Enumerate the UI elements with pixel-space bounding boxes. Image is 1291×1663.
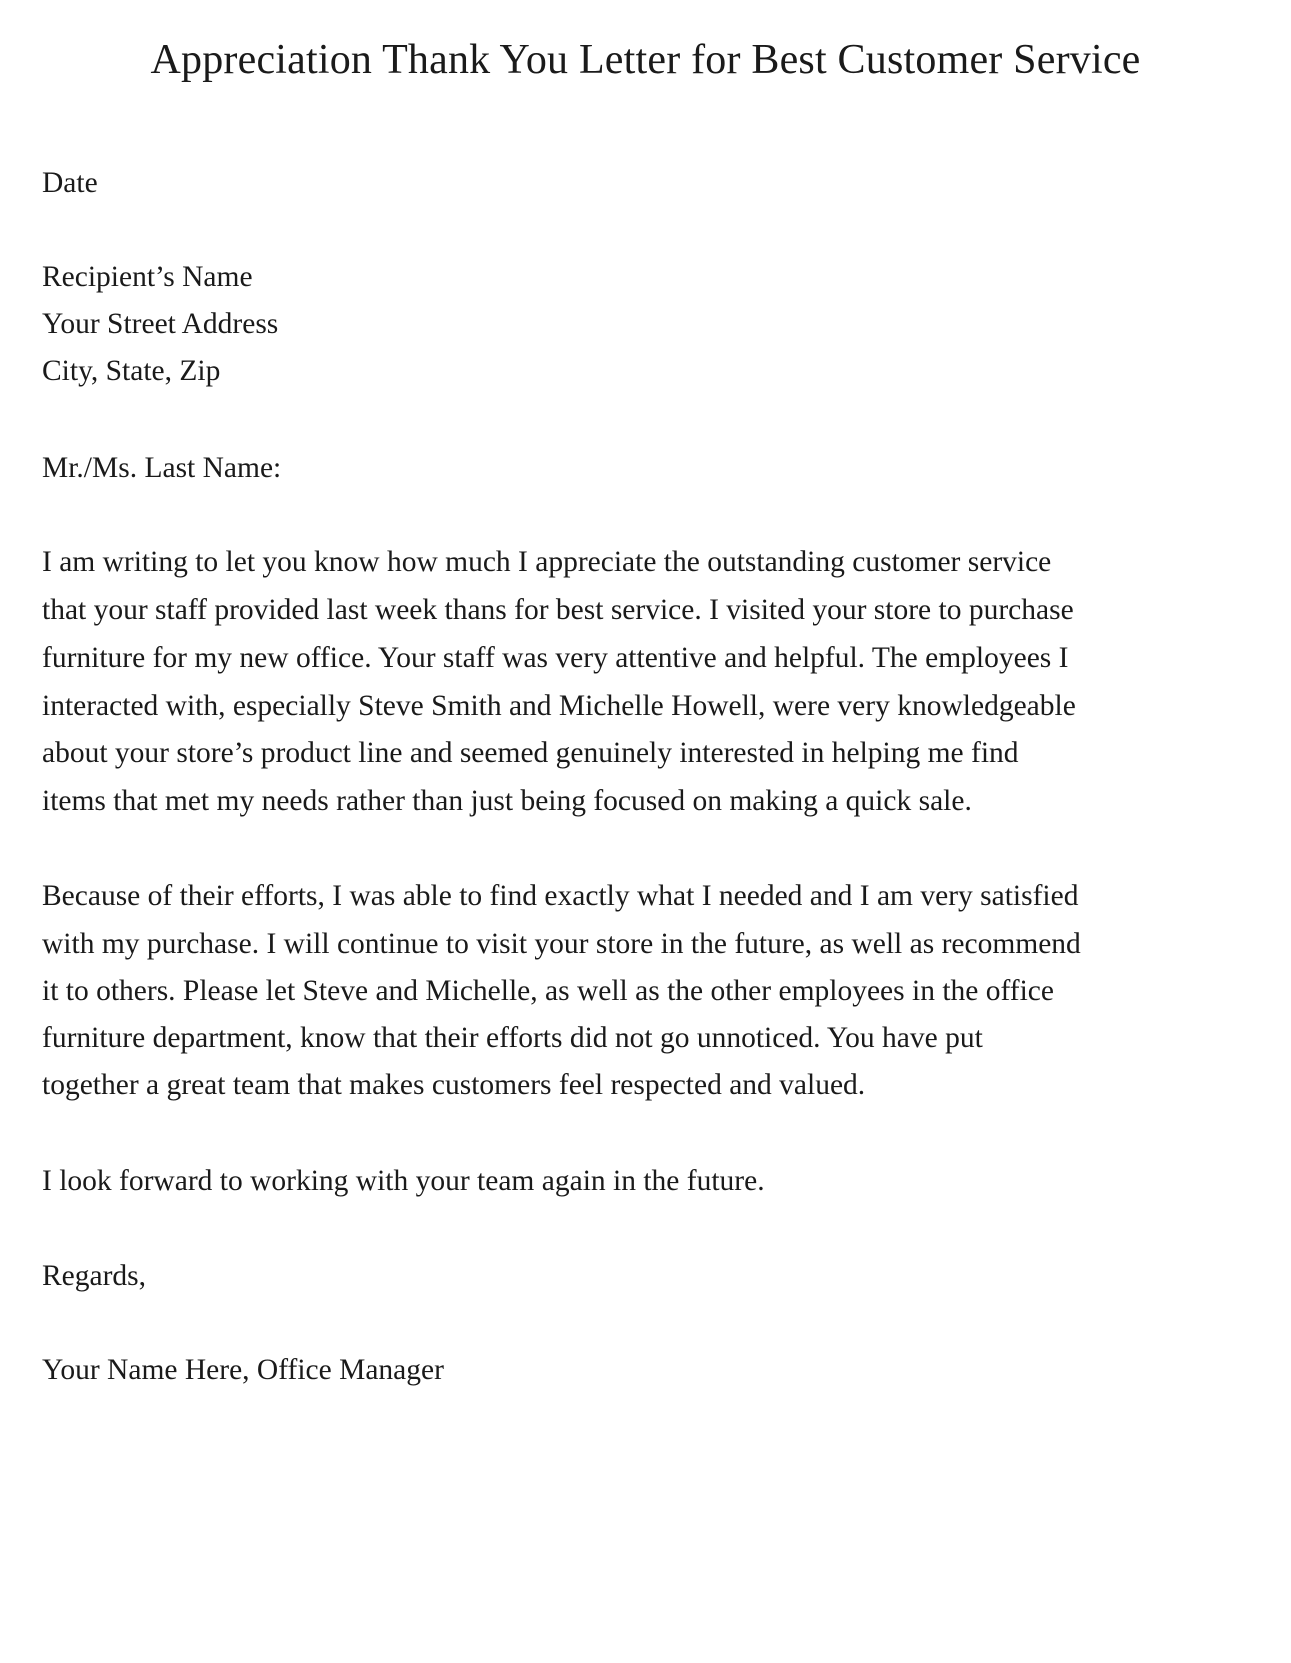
salutation: Mr./Ms. Last Name: bbox=[42, 452, 282, 484]
paragraph1-line: that your staff provided last week thans for best service. I visited your store to purchase bbox=[42, 594, 1074, 626]
paragraph1-line: I am writing to let you know how much I appreciate the outstanding customer service bbox=[42, 546, 1052, 578]
paragraph2-line: it to others. Please let Steve and Michelle, as well as the other employees in the office bbox=[42, 975, 1054, 1007]
signature: Your Name Here, Office Manager bbox=[42, 1354, 444, 1386]
closing-line: I look forward to working with your team again in the future. bbox=[42, 1165, 765, 1197]
recipient-city-state-zip: City, State, Zip bbox=[42, 355, 221, 387]
recipient-street: Your Street Address bbox=[42, 308, 279, 340]
date-line: Date bbox=[42, 167, 98, 199]
paragraph1-line: furniture for my new office. Your staff was very attentive and helpful. The employees I bbox=[42, 642, 1069, 674]
recipient-name: Recipient’s Name bbox=[42, 261, 253, 293]
letter-title: Appreciation Thank You Letter for Best Customer Service bbox=[150, 37, 1141, 83]
paragraph1-line: items that met my needs rather than just being focused on making a quick sale. bbox=[42, 785, 972, 817]
paragraph2-line: furniture department, know that their efforts did not go unnoticed. You have put bbox=[42, 1022, 983, 1054]
sign-off: Regards, bbox=[42, 1260, 147, 1292]
paragraph2-line: Because of their efforts, I was able to find exactly what I needed and I am very satisfied bbox=[42, 880, 1079, 912]
paragraph1-line: about your store’s product line and seemed genuinely interested in helping me find bbox=[42, 737, 1019, 769]
paragraph2-line: with my purchase. I will continue to visit your store in the future, as well as recommend bbox=[42, 928, 1081, 960]
paragraph2-line: together a great team that makes customers feel respected and valued. bbox=[42, 1069, 866, 1101]
paragraph1-line: interacted with, especially Steve Smith and Michelle Howell, were very knowledgeable bbox=[42, 690, 1076, 722]
